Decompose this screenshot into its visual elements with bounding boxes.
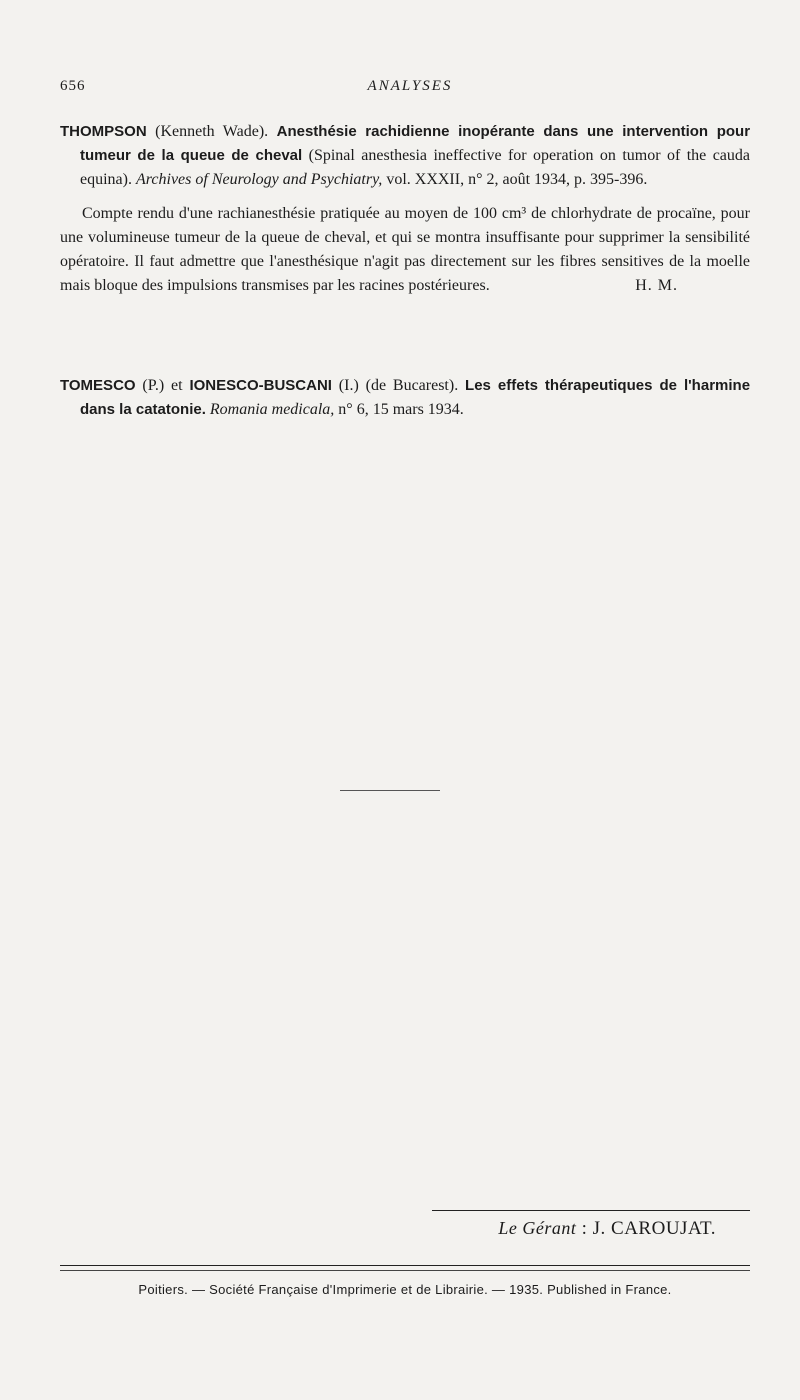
entry-author: TOMESCO — [60, 377, 136, 394]
entry-abstract — [60, 202, 750, 298]
entry-journal: Romania medicala, — [209, 401, 335, 418]
footer-rule — [60, 1270, 750, 1271]
entry-co-author: IONESCO-BUSCANI — [189, 377, 332, 394]
analysis-entry-thompson — [60, 120, 750, 298]
entry-origin: (de Bucarest). — [365, 377, 459, 394]
entry-abstract-text: Compte rendu d'une rachianesthésie pratiquée au moyen de 100 cm³ de chlorhydrate de procaïne, pour une volumineuse tumeur de la queue de cheval, et qui se montra insuffisante pour supprimer la sensibilité opératoire. Il faut admettre que l'anesthésique n'agit pas directement sur les fibres sensitives de la moelle mais bloque des impulsions transmises par les racines postérieures. — [60, 205, 750, 294]
printer-imprint: Poitiers. — Société Française d'Imprimerie et de Librairie. — 1935. Published in France. — [138, 1282, 672, 1297]
entry-conjunction: et — [171, 377, 183, 394]
gerant-separator: : — [581, 1218, 588, 1239]
entry-author: THOMPSON — [60, 123, 147, 140]
entry-author-detail: (Kenneth Wade). — [155, 123, 269, 140]
entry-author-detail: (P.) — [142, 377, 165, 394]
footer-rule — [60, 1265, 750, 1266]
gerant-label: Le Gérant — [498, 1218, 577, 1238]
entry-heading — [60, 374, 750, 422]
entry-signature: H. M. — [635, 277, 678, 294]
gerant-rule — [432, 1210, 750, 1211]
analysis-entry-tomesco — [60, 374, 750, 422]
running-title: ANALYSES — [367, 78, 453, 94]
gerant-line — [498, 1218, 716, 1240]
page-number: 656 — [60, 78, 86, 94]
entry-co-author-detail: (I.) — [338, 377, 359, 394]
entry-journal: Archives of Neurology and Psychiatry, — [135, 171, 383, 188]
entry-title: Les effets thérapeutiques de l'harmine dans la catatonie. — [80, 377, 751, 418]
gerant-name: J. CAROUJAT. — [592, 1218, 716, 1239]
entry-translation: (Spinal anesthesia ineffective for operation on tumor of the cauda equina). — [80, 147, 750, 188]
entry-heading — [60, 120, 750, 192]
entry-title: Anesthésie rachidienne inopérante dans une intervention pour tumeur de la queue de cheval — [80, 123, 751, 164]
running-head — [60, 78, 760, 100]
entry-citation: vol. XXXII, n° 2, août 1934, p. 395-396. — [386, 171, 648, 188]
section-divider — [340, 790, 440, 791]
entry-citation: n° 6, 15 mars 1934. — [338, 401, 464, 418]
